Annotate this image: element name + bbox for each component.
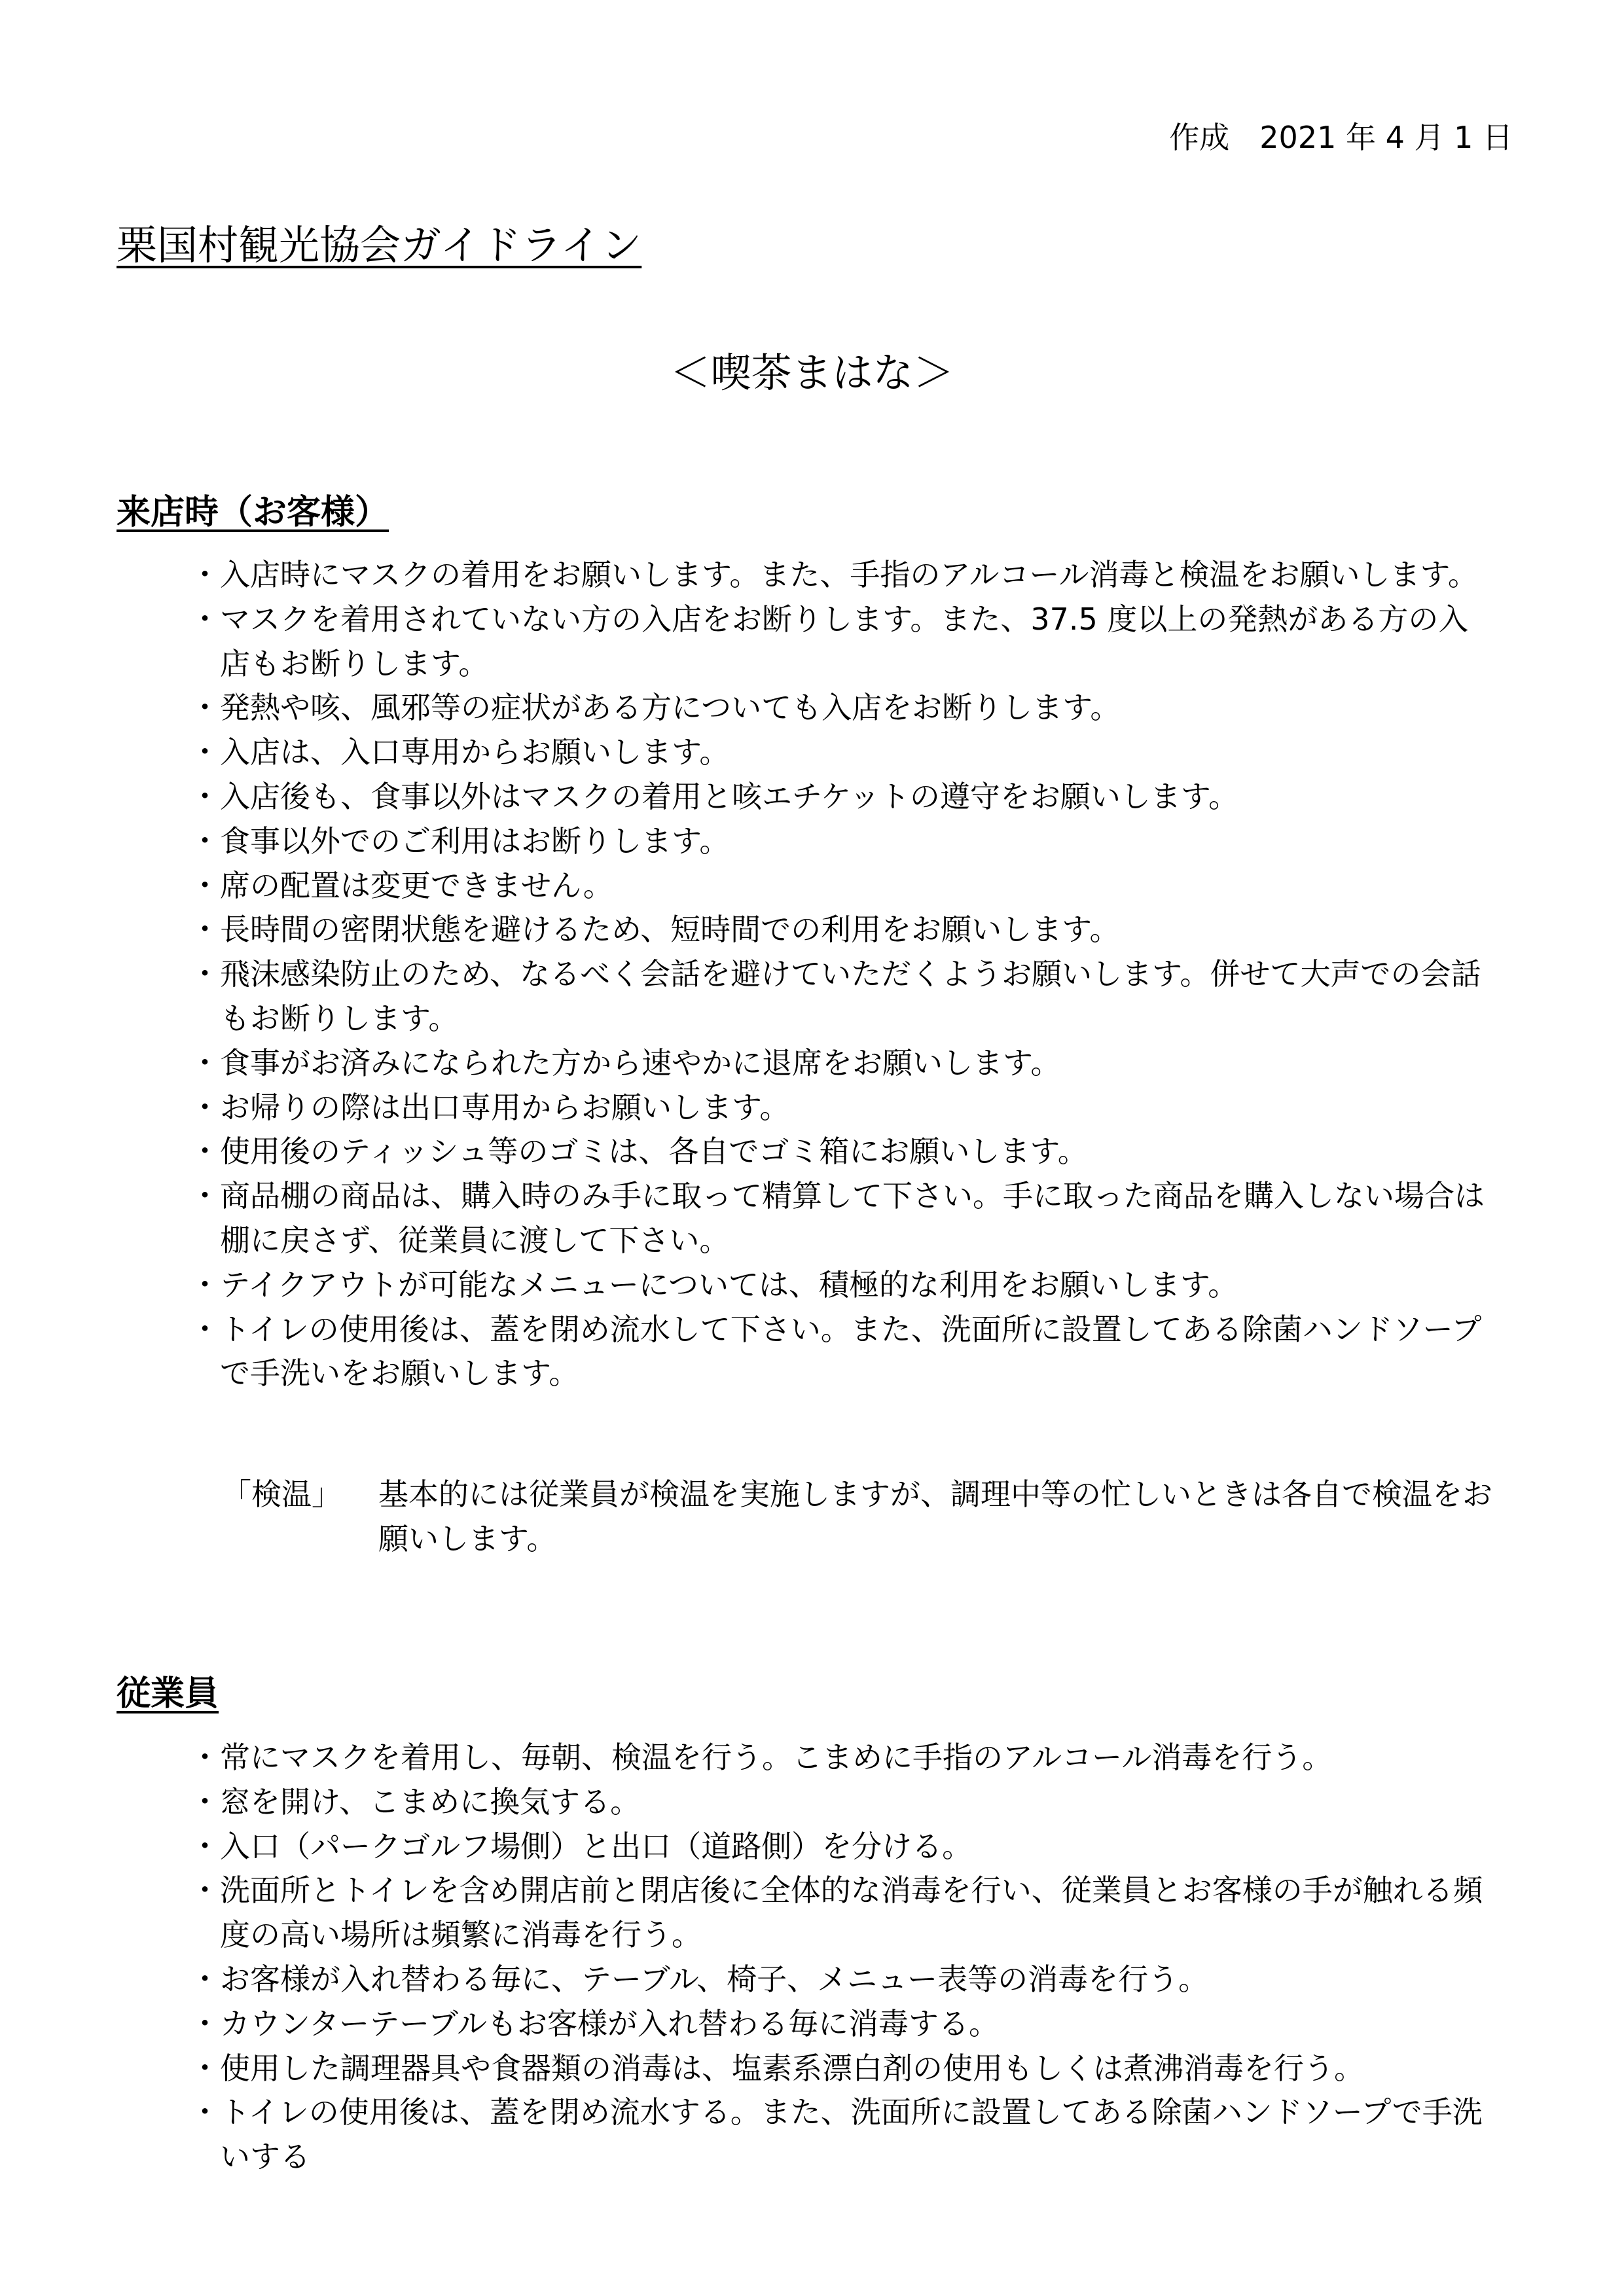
list-item-text: お客様が入れ替わる毎に、テーブル、椅子、メニュー表等の消毒を行う。 xyxy=(220,1961,1209,1997)
list-item-text: 発熱や咳、風邪等の症状がある方についても入店をお断りします。 xyxy=(220,690,1121,726)
list-item-text: 使用後のティッシュ等のゴミは、各自でゴミ箱にお願いします。 xyxy=(220,1134,1088,1170)
list-item xyxy=(190,2047,1492,2091)
list-item xyxy=(190,598,1492,687)
staff-section-heading: 従業員 xyxy=(117,1674,219,1713)
bullet-marker: ・ xyxy=(190,557,220,592)
shop-name-subtitle: ＜喫茶まはな＞ xyxy=(670,349,954,397)
list-item xyxy=(190,553,1492,598)
list-item xyxy=(190,1174,1492,1263)
list-item xyxy=(190,1780,1492,1825)
bullet-marker: ・ xyxy=(190,912,220,948)
bullet-marker: ・ xyxy=(190,1134,220,1170)
list-item xyxy=(190,819,1492,864)
list-item xyxy=(190,775,1492,819)
temperature-check-note xyxy=(221,1473,1504,1562)
list-item-text: 入店後も、食事以外はマスクの着用と咳エチケットの遵守をお願いします。 xyxy=(220,778,1239,814)
list-item-text: 食事がお済みになられた方から速やかに退席をお願いします。 xyxy=(220,1045,1061,1081)
list-item xyxy=(190,2090,1492,2179)
list-item xyxy=(190,952,1492,1041)
bullet-marker: ・ xyxy=(190,823,220,859)
document-title: 栗国村観光協会ガイドライン xyxy=(117,221,642,269)
bullet-marker: ・ xyxy=(190,2050,220,2086)
list-item-text: 食事以外でのご利用はお断りします。 xyxy=(220,823,730,859)
bullet-marker: ・ xyxy=(190,1873,220,1909)
list-item xyxy=(190,1958,1492,2002)
bullet-marker: ・ xyxy=(190,1828,220,1864)
bullet-marker: ・ xyxy=(190,956,220,992)
list-item-text: 入店時にマスクの着用をお願いします。また、手指のアルコール消毒と検温をお願いします。 xyxy=(220,557,1478,592)
bullet-marker: ・ xyxy=(190,867,220,903)
list-item-text: カウンターテーブルもお客様が入れ替わる毎に消毒する。 xyxy=(220,2005,1000,2041)
list-item-text: 飛沫感染防止のため、なるべく会話を避けていただくようお願いします。併せて大声での会話もお断りします。 xyxy=(220,956,1481,1036)
bullet-marker: ・ xyxy=(190,1089,220,1125)
list-item xyxy=(190,2002,1492,2047)
list-item xyxy=(190,1736,1492,1780)
note-text: 基本的には従業員が検温を実施しますが、調理中等の忙しいときは各自で検温をお願いします。 xyxy=(378,1477,1492,1556)
list-item-text: テイクアウトが可能なメニューについては、積極的な利用をお願いします。 xyxy=(220,1266,1238,1302)
list-item-text: 洗面所とトイレを含め開店前と閉店後に全体的な消毒を行い、従業員とお客様の手が触れる頻度の高い場所は頻繁に消毒を行う。 xyxy=(220,1873,1483,1953)
list-item-text: トイレの使用後は、蓋を閉め流水して下さい。また、洗面所に設置してある除菌ハンドソープで手洗いをお願いします。 xyxy=(220,1311,1482,1391)
list-item xyxy=(190,1825,1492,1869)
bullet-marker: ・ xyxy=(190,690,220,726)
list-item xyxy=(190,686,1492,730)
list-item-text: 長時間の密閉状態を避けるため、短時間での利用をお願いします。 xyxy=(220,912,1120,948)
bullet-marker: ・ xyxy=(190,1178,220,1214)
bullet-marker: ・ xyxy=(190,1045,220,1081)
list-item-text: トイレの使用後は、蓋を閉め流水する。また、洗面所に設置してある除菌ハンドソープで手洗いする xyxy=(220,2094,1483,2175)
list-item xyxy=(190,1130,1492,1174)
bullet-marker: ・ xyxy=(190,1961,220,1997)
bullet-marker: ・ xyxy=(190,2005,220,2041)
list-item-text: 商品棚の商品は、購入時のみ手に取って精算して下さい。手に取った商品を購入しない場合は棚に戻さず、従業員に渡して下さい。 xyxy=(220,1178,1485,1258)
note-label: 「検温」 xyxy=(221,1477,342,1512)
list-item xyxy=(190,864,1492,908)
bullet-marker: ・ xyxy=(190,1740,220,1775)
list-item xyxy=(190,1041,1492,1086)
list-item-text: 使用した調理器具や食器類の消毒は、塩素系漂白剤の使用もしくは煮沸消毒を行う。 xyxy=(220,2050,1364,2086)
bullet-marker: ・ xyxy=(190,1311,220,1347)
list-item xyxy=(190,1869,1492,1958)
bullet-marker: ・ xyxy=(190,1266,220,1302)
bullet-marker: ・ xyxy=(190,778,220,814)
list-item xyxy=(190,730,1492,775)
list-item xyxy=(190,1086,1492,1130)
list-item xyxy=(190,1263,1492,1308)
list-item xyxy=(190,908,1492,952)
bullet-marker: ・ xyxy=(190,2094,220,2130)
list-item-text: 席の配置は変更できません。 xyxy=(220,867,613,903)
creation-date: 作成 2021 年 4 月 1 日 xyxy=(1169,120,1513,155)
list-item-text: 入口（パークゴルフ場側）と出口（道路側）を分ける。 xyxy=(220,1828,973,1864)
bullet-marker: ・ xyxy=(190,601,220,637)
bullet-marker: ・ xyxy=(190,734,220,770)
staff-guideline-list xyxy=(190,1736,1492,2179)
bullet-marker: ・ xyxy=(190,1784,220,1820)
list-item xyxy=(190,1308,1492,1397)
customers-guideline-list xyxy=(190,553,1492,1396)
list-item-text: 入店は、入口専用からお願いします。 xyxy=(220,734,730,770)
list-item-text: 窓を開け、こまめに換気する。 xyxy=(220,1784,641,1820)
customers-section-heading: 来店時（お客様） xyxy=(117,493,389,532)
list-item-text: マスクを着用されていない方の入店をお断りします。また、37.5 度以上の発熱がある方の入店もお断りします。 xyxy=(220,601,1469,681)
list-item-text: お帰りの際は出口専用からお願いします。 xyxy=(220,1089,790,1125)
list-item-text: 常にマスクを着用し、毎朝、検温を行う。こまめに手指のアルコール消毒を行う。 xyxy=(220,1740,1333,1775)
